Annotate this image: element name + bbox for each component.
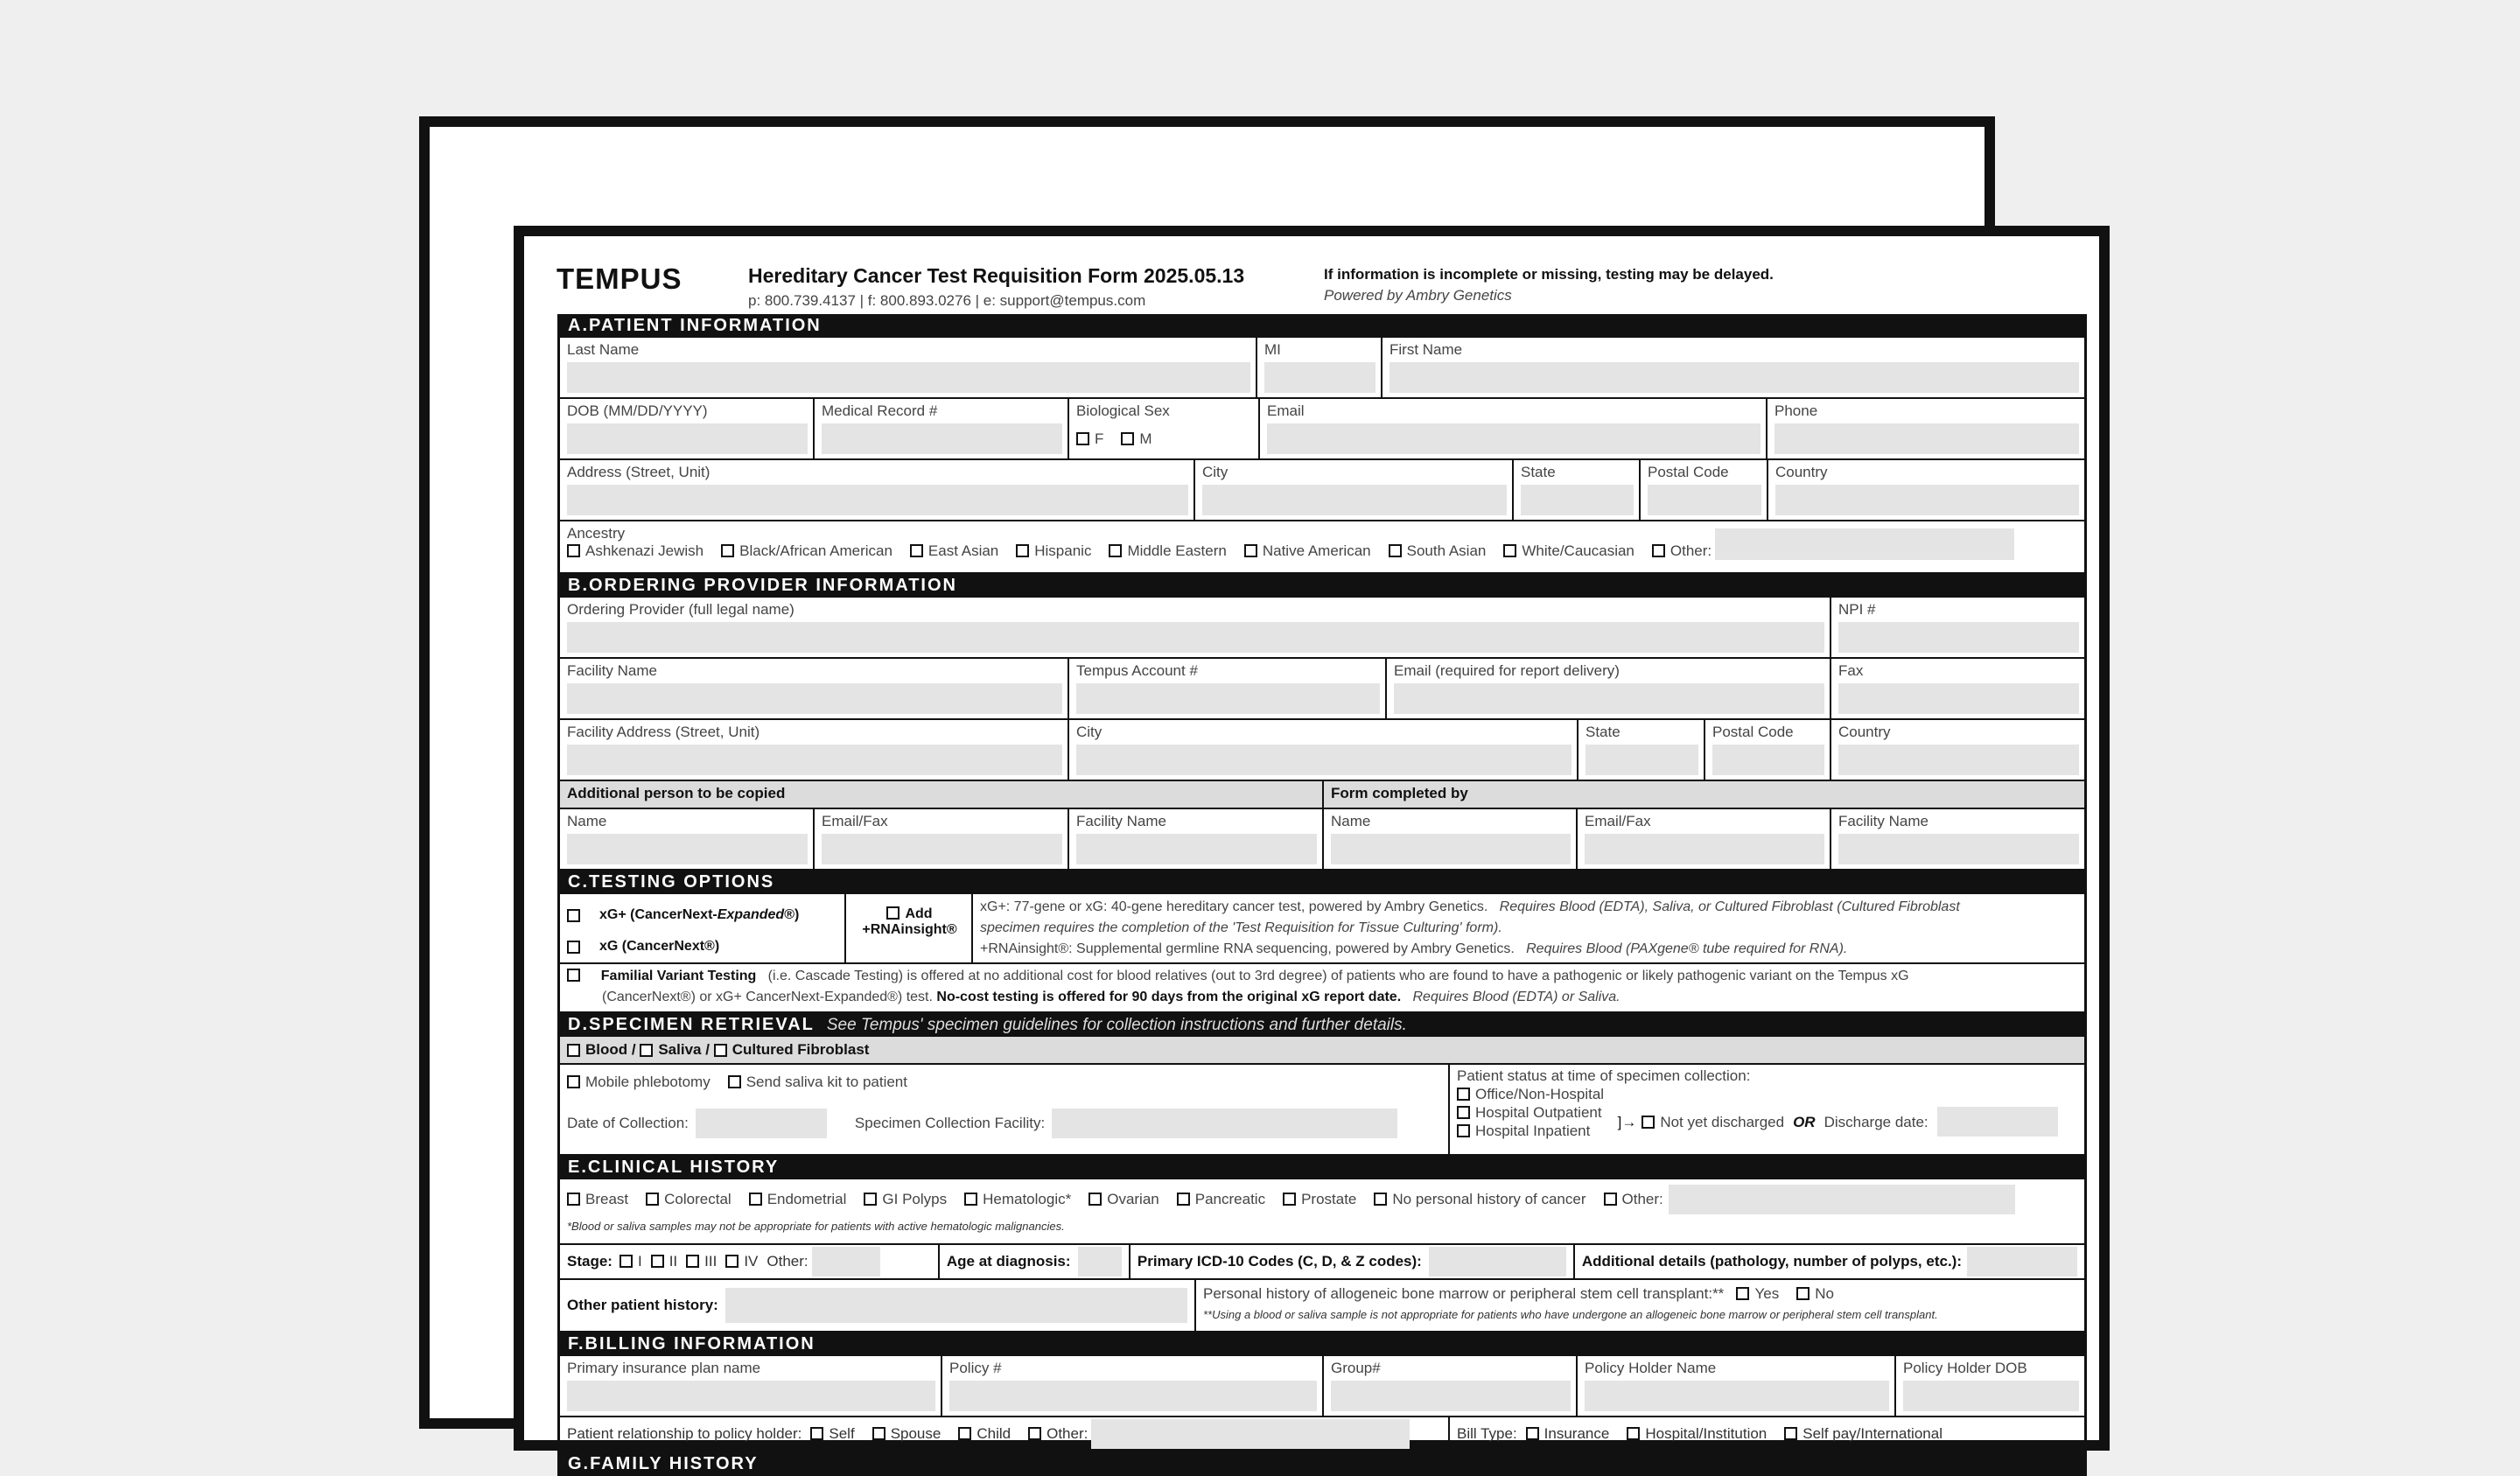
fibroblast-checkbox[interactable] <box>714 1044 727 1057</box>
xg-plus-end: ®) <box>784 907 800 922</box>
office-checkbox[interactable] <box>1457 1088 1470 1101</box>
familial-description: (i.e. Cascade Testing) is offered at no additional cost for blood relatives (out to 3rd degree) of patients who are found to have a pathogenic or likely pathogenic variant on the Tempus xG <box>767 969 1909 983</box>
collection-date-label: Date of Collection: <box>567 1115 689 1131</box>
cancer-option-label: Colorectal <box>664 1191 732 1207</box>
other-history-label: Other patient history: <box>567 1297 718 1313</box>
copied-email-input[interactable] <box>822 834 1062 864</box>
stage-option-label: III <box>704 1253 718 1270</box>
facility-city-input[interactable] <box>1076 745 1572 775</box>
transplant-label: Personal history of allogeneic bone marrow or peripheral stem cell transplant:** <box>1203 1285 1725 1302</box>
completed-name-label: Name <box>1331 813 1371 829</box>
not-discharged-checkbox[interactable] <box>1642 1116 1655 1129</box>
section-b-header: B.ORDERING PROVIDER INFORMATION <box>560 574 2084 598</box>
first-name-label: First Name <box>1390 341 1463 358</box>
patient-status-label: Patient status at time of specimen collection: <box>1457 1067 1751 1084</box>
no-history-checkbox[interactable] <box>1374 1193 1387 1206</box>
prostate-checkbox[interactable] <box>1283 1193 1296 1206</box>
ancestry-option-label: Ashkenazi Jewish <box>585 542 704 559</box>
stage-other-label: Other: <box>766 1253 808 1270</box>
bill-option-label: Hospital/Institution <box>1645 1425 1768 1442</box>
copied-name-label: Name <box>567 813 607 829</box>
bill-insurance-checkbox[interactable] <box>1526 1427 1539 1440</box>
stage-i-checkbox[interactable] <box>620 1255 633 1268</box>
rel-spouse-checkbox[interactable] <box>872 1427 886 1440</box>
office-label: Office/Non-Hospital <box>1475 1086 1605 1102</box>
inpatient-label: Hospital Inpatient <box>1475 1123 1591 1139</box>
or-label: OR <box>1793 1113 1816 1130</box>
relationship-option-label: Spouse <box>890 1425 942 1442</box>
cancer-option-label: Other: <box>1621 1191 1663 1207</box>
section-f-header: F.BILLING INFORMATION <box>560 1333 2084 1356</box>
cancer-option-label: Prostate <box>1301 1191 1357 1207</box>
cancer-option-label: Pancreatic <box>1194 1191 1266 1207</box>
provider-email-input[interactable] <box>1394 683 1824 714</box>
country-label: Country <box>1775 464 1828 480</box>
contact-info: p: 800.739.4137 | f: 800.893.0276 | e: support@tempus.com <box>748 292 1146 309</box>
familial-label: Familial Variant Testing <box>600 969 757 983</box>
collection-facility-label: Specimen Collection Facility: <box>854 1115 1046 1131</box>
completed-by-heading: Form completed by <box>1324 781 2084 808</box>
facility-address-label: Facility Address (Street, Unit) <box>567 724 760 740</box>
requisition-form-page <box>514 226 2110 1473</box>
cancer-option-label: No personal history of cancer <box>1392 1191 1586 1207</box>
cancer-option-label: Ovarian <box>1107 1191 1159 1207</box>
rel-self-checkbox[interactable] <box>810 1427 823 1440</box>
section-e-header: E.CLINICAL HISTORY <box>560 1156 2084 1179</box>
mobile-phlebotomy-label: Mobile phlebotomy <box>585 1074 710 1090</box>
ancestry-east-asian-checkbox[interactable] <box>910 544 923 557</box>
facility-address-input[interactable] <box>567 745 1062 775</box>
npi-label: NPI # <box>1838 601 1876 618</box>
xg-label: xG (CancerNext®) <box>599 939 720 954</box>
ancestry-white-checkbox[interactable] <box>1503 544 1516 557</box>
transplant-no-label: No <box>1815 1285 1834 1302</box>
section-d-note: See Tempus' specimen guidelines for collection instructions and further details. <box>826 1016 1407 1034</box>
group-input[interactable] <box>1331 1381 1571 1411</box>
bracket-arrow-icon: ]→ <box>1617 1113 1637 1130</box>
stage-option-label: IV <box>744 1253 759 1270</box>
fax-label: Fax <box>1838 662 1864 679</box>
ancestry-ashkenazi-checkbox[interactable] <box>567 544 580 557</box>
stage-ii-checkbox[interactable] <box>651 1255 664 1268</box>
xg-plus-expanded: Expanded <box>717 907 785 922</box>
rna-add-checkbox[interactable] <box>886 906 900 920</box>
other-history-input[interactable] <box>725 1288 1187 1323</box>
mobile-phlebotomy-checkbox[interactable] <box>567 1075 580 1088</box>
first-name-input[interactable] <box>1390 362 2079 393</box>
cancer-option-label: Endometrial <box>766 1191 847 1207</box>
rna-description: +RNAinsight®: Supplemental germline RNA sequencing, powered by Ambry Genetics. <box>980 941 1515 956</box>
stage-other-input[interactable] <box>812 1247 880 1277</box>
group-label: Group# <box>1331 1360 1381 1376</box>
email-input[interactable] <box>1267 423 1760 454</box>
rel-other-input[interactable] <box>1091 1419 1410 1449</box>
section-g-header: G.FAMILY HISTORY <box>560 1452 2084 1476</box>
sex-m-checkbox[interactable] <box>1121 432 1134 445</box>
form-title: Hereditary Cancer Test Requisition Form 2025.05.13 <box>748 264 1245 287</box>
facility-state-label: State <box>1586 724 1620 740</box>
details-label: Additional details (pathology, number of polyps, etc.): <box>1581 1253 1962 1270</box>
bill-option-label: Insurance <box>1544 1425 1610 1442</box>
sex-f-label: F <box>1095 430 1104 447</box>
ancestry-label: Ancestry <box>567 525 626 542</box>
postal-label: Postal Code <box>1648 464 1729 480</box>
outpatient-checkbox[interactable] <box>1457 1106 1470 1119</box>
discharge-date-input[interactable] <box>1937 1107 2058 1137</box>
cancer-option-label: Hematologic* <box>983 1191 1072 1207</box>
copied-email-label: Email/Fax <box>822 813 888 829</box>
transplant-yes-label: Yes <box>1754 1285 1780 1302</box>
last-name-label: Last Name <box>567 341 640 358</box>
ancestry-option-label: Black/African American <box>739 542 892 559</box>
age-label: Age at diagnosis: <box>946 1253 1071 1270</box>
ordering-provider-label: Ordering Provider (full legal name) <box>567 601 794 618</box>
xg-requirement: Requires Blood (EDTA), Saliva, or Cultured Fibroblast (Cultured Fibroblast <box>1499 899 1960 914</box>
familial-description-cont: (CancerNext®) or xG+ CancerNext-Expanded®) test. <box>602 990 933 1004</box>
completed-facility-label: Facility Name <box>1838 813 1928 829</box>
xg-checkbox[interactable] <box>567 941 580 954</box>
blood-checkbox[interactable] <box>567 1044 580 1057</box>
cancer-option-label: GI Polyps <box>882 1191 948 1207</box>
endometrial-checkbox[interactable] <box>749 1193 762 1206</box>
city-input[interactable] <box>1202 485 1507 515</box>
holder-name-label: Policy Holder Name <box>1585 1360 1717 1376</box>
account-label: Tempus Account # <box>1076 662 1198 679</box>
holder-dob-input[interactable] <box>1903 1381 2079 1411</box>
cancer-other-input[interactable] <box>1669 1185 2015 1214</box>
provider-email-label: Email (required for report delivery) <box>1394 662 1620 679</box>
phone-label: Phone <box>1774 402 1818 419</box>
facility-state-input[interactable] <box>1586 745 1698 775</box>
rel-other-checkbox[interactable] <box>1028 1427 1041 1440</box>
ordering-provider-input[interactable] <box>567 622 1824 653</box>
fibroblast-label: Cultured Fibroblast <box>732 1041 870 1058</box>
insurance-plan-label: Primary insurance plan name <box>567 1360 761 1376</box>
ancestry-option-label: East Asian <box>928 542 999 559</box>
cancer-other-checkbox[interactable] <box>1604 1193 1617 1206</box>
tempus-logo: TEMPUS <box>556 262 682 295</box>
completed-email-label: Email/Fax <box>1585 813 1651 829</box>
last-name-input[interactable] <box>567 362 1250 393</box>
city-label: City <box>1202 464 1228 480</box>
ancestry-middle-eastern-checkbox[interactable] <box>1109 544 1122 557</box>
rna-add-label: Add <box>905 906 933 921</box>
ancestry-option-label: South Asian <box>1406 542 1487 559</box>
completed-name-input[interactable] <box>1331 834 1571 864</box>
facility-name-input[interactable] <box>567 683 1062 714</box>
ancestry-other-checkbox[interactable] <box>1652 544 1665 557</box>
holder-name-input[interactable] <box>1585 1381 1889 1411</box>
rna-requirement: Requires Blood (PAXgene® tube required for RNA). <box>1526 941 1848 956</box>
ancestry-option-label: Middle Eastern <box>1127 542 1227 559</box>
policy-label: Policy # <box>949 1360 1002 1376</box>
fax-input[interactable] <box>1838 683 2079 714</box>
ancestry-black-checkbox[interactable] <box>721 544 734 557</box>
familial-checkbox[interactable] <box>567 969 580 982</box>
rel-child-checkbox[interactable] <box>958 1427 971 1440</box>
copied-name-input[interactable] <box>567 834 808 864</box>
sex-label: Biological Sex <box>1076 402 1170 419</box>
familial-no-cost: No-cost testing is offered for 90 days from the original xG report date. <box>936 990 1402 1004</box>
blood-label: Blood / <box>585 1041 636 1058</box>
section-d-title: D.SPECIMEN RETRIEVAL <box>568 1015 815 1034</box>
copied-person-heading: Additional person to be copied <box>560 781 1324 808</box>
saliva-kit-checkbox[interactable] <box>728 1075 741 1088</box>
cancer-option-label: Breast <box>585 1191 629 1207</box>
facility-country-label: Country <box>1838 724 1891 740</box>
mrn-label: Medical Record # <box>822 402 938 419</box>
npi-input[interactable] <box>1838 622 2079 653</box>
ancestry-option-label: Native American <box>1262 542 1371 559</box>
incomplete-warning: If information is incomplete or missing, testing may be delayed. <box>1324 266 1774 283</box>
dob-input[interactable] <box>567 423 808 454</box>
completed-email-input[interactable] <box>1585 834 1824 864</box>
section-d-header <box>560 1013 2084 1037</box>
ancestry-native-american-checkbox[interactable] <box>1244 544 1257 557</box>
rna-label: +RNAinsight® <box>862 922 957 937</box>
ovarian-checkbox[interactable] <box>1088 1193 1102 1206</box>
stage-option-label: I <box>637 1253 642 1270</box>
bill-type-label: Bill Type: <box>1457 1425 1517 1442</box>
age-input[interactable] <box>1078 1247 1122 1277</box>
details-input[interactable] <box>1967 1247 2077 1277</box>
icd-label: Primary ICD-10 Codes (C, D, & Z codes): <box>1137 1253 1422 1270</box>
mi-label: MI <box>1264 341 1281 358</box>
colorectal-checkbox[interactable] <box>646 1193 659 1206</box>
bill-option-label: Self pay/International <box>1802 1425 1942 1442</box>
state-input[interactable] <box>1521 485 1634 515</box>
stage-iv-checkbox[interactable] <box>725 1255 738 1268</box>
ancestry-hispanic-checkbox[interactable] <box>1016 544 1029 557</box>
copied-facility-label: Facility Name <box>1076 813 1166 829</box>
icd-input[interactable] <box>1429 1247 1566 1277</box>
xg-description: xG+: 77-gene or xG: 40-gene hereditary cancer test, powered by Ambry Genetics. <box>980 899 1488 914</box>
saliva-label: Saliva / <box>658 1041 710 1058</box>
address-input[interactable] <box>567 485 1188 515</box>
stage-label: Stage: <box>567 1253 612 1270</box>
pancreatic-checkbox[interactable] <box>1177 1193 1190 1206</box>
collection-facility-input[interactable] <box>1052 1109 1397 1138</box>
dob-label: DOB (MM/DD/YYYY) <box>567 402 708 419</box>
section-a-header: A.PATIENT INFORMATION <box>560 314 2084 338</box>
policy-input[interactable] <box>949 1381 1317 1411</box>
facility-country-input[interactable] <box>1838 745 2079 775</box>
country-input[interactable] <box>1775 485 2079 515</box>
holder-dob-label: Policy Holder DOB <box>1903 1360 2027 1376</box>
form-body <box>557 314 2087 1476</box>
relationship-option-label: Self <box>829 1425 855 1442</box>
saliva-kit-label: Send saliva kit to patient <box>746 1074 907 1090</box>
outpatient-label: Hospital Outpatient <box>1475 1104 1602 1121</box>
postal-input[interactable] <box>1648 485 1761 515</box>
insurance-plan-input[interactable] <box>567 1381 935 1411</box>
collection-date-input[interactable] <box>696 1109 827 1138</box>
completed-facility-input[interactable] <box>1838 834 2079 864</box>
hematologic-checkbox[interactable] <box>964 1193 977 1206</box>
facility-postal-input[interactable] <box>1712 745 1824 775</box>
relationship-option-label: Other: <box>1046 1425 1088 1442</box>
stage-option-label: II <box>668 1253 678 1270</box>
mrn-input[interactable] <box>822 423 1062 454</box>
transplant-yes-checkbox[interactable] <box>1736 1287 1749 1300</box>
bill-hospital-checkbox[interactable] <box>1627 1427 1640 1440</box>
facility-postal-label: Postal Code <box>1712 724 1794 740</box>
ancestry-other-input[interactable] <box>1715 528 2014 560</box>
transplant-no-checkbox[interactable] <box>1796 1287 1810 1300</box>
gi-polyps-checkbox[interactable] <box>864 1193 877 1206</box>
not-discharged-label: Not yet discharged <box>1660 1113 1785 1130</box>
powered-by: Powered by Ambry Genetics <box>1324 287 1512 304</box>
ancestry-option-label: White/Caucasian <box>1522 542 1634 559</box>
ancestry-south-asian-checkbox[interactable] <box>1389 544 1402 557</box>
state-label: State <box>1521 464 1556 480</box>
copied-facility-input[interactable] <box>1076 834 1317 864</box>
phone-input[interactable] <box>1774 423 2079 454</box>
account-input[interactable] <box>1076 683 1380 714</box>
bill-selfpay-checkbox[interactable] <box>1784 1427 1797 1440</box>
transplant-note: **Using a blood or saliva sample is not appropriate for patients who have undergone an allogeneic bone marrow or peripheral stem cell transplant. <box>1203 1308 1938 1321</box>
saliva-checkbox[interactable] <box>640 1044 653 1057</box>
familial-requirement: Requires Blood (EDTA) or Saliva. <box>1412 990 1620 1004</box>
discharge-date-label: Discharge date: <box>1824 1113 1928 1130</box>
ancestry-option-label: Hispanic <box>1034 542 1092 559</box>
relationship-option-label: Child <box>976 1425 1012 1442</box>
breast-checkbox[interactable] <box>567 1193 580 1206</box>
stage-iii-checkbox[interactable] <box>686 1255 699 1268</box>
email-label: Email <box>1267 402 1305 419</box>
facility-city-label: City <box>1076 724 1102 740</box>
sex-m-label: M <box>1139 430 1152 447</box>
xg-requirement-cont: specimen requires the completion of the 'Test Requisition for Tissue Culturing' form). <box>980 920 1502 935</box>
inpatient-checkbox[interactable] <box>1457 1124 1470 1137</box>
ancestry-option-label: Other: <box>1670 542 1712 559</box>
xg-plus-label: xG+ (CancerNext- <box>599 907 718 922</box>
address-label: Address (Street, Unit) <box>567 464 710 480</box>
xg-plus-checkbox[interactable] <box>567 909 580 922</box>
mi-input[interactable] <box>1264 362 1376 393</box>
relationship-label: Patient relationship to policy holder: <box>567 1425 802 1442</box>
sex-f-checkbox[interactable] <box>1076 432 1089 445</box>
facility-name-label: Facility Name <box>567 662 657 679</box>
hematologic-note: *Blood or saliva samples may not be appropriate for patients with active hematologic malignancies. <box>567 1220 1065 1233</box>
section-c-header: C.TESTING OPTIONS <box>560 871 2084 894</box>
